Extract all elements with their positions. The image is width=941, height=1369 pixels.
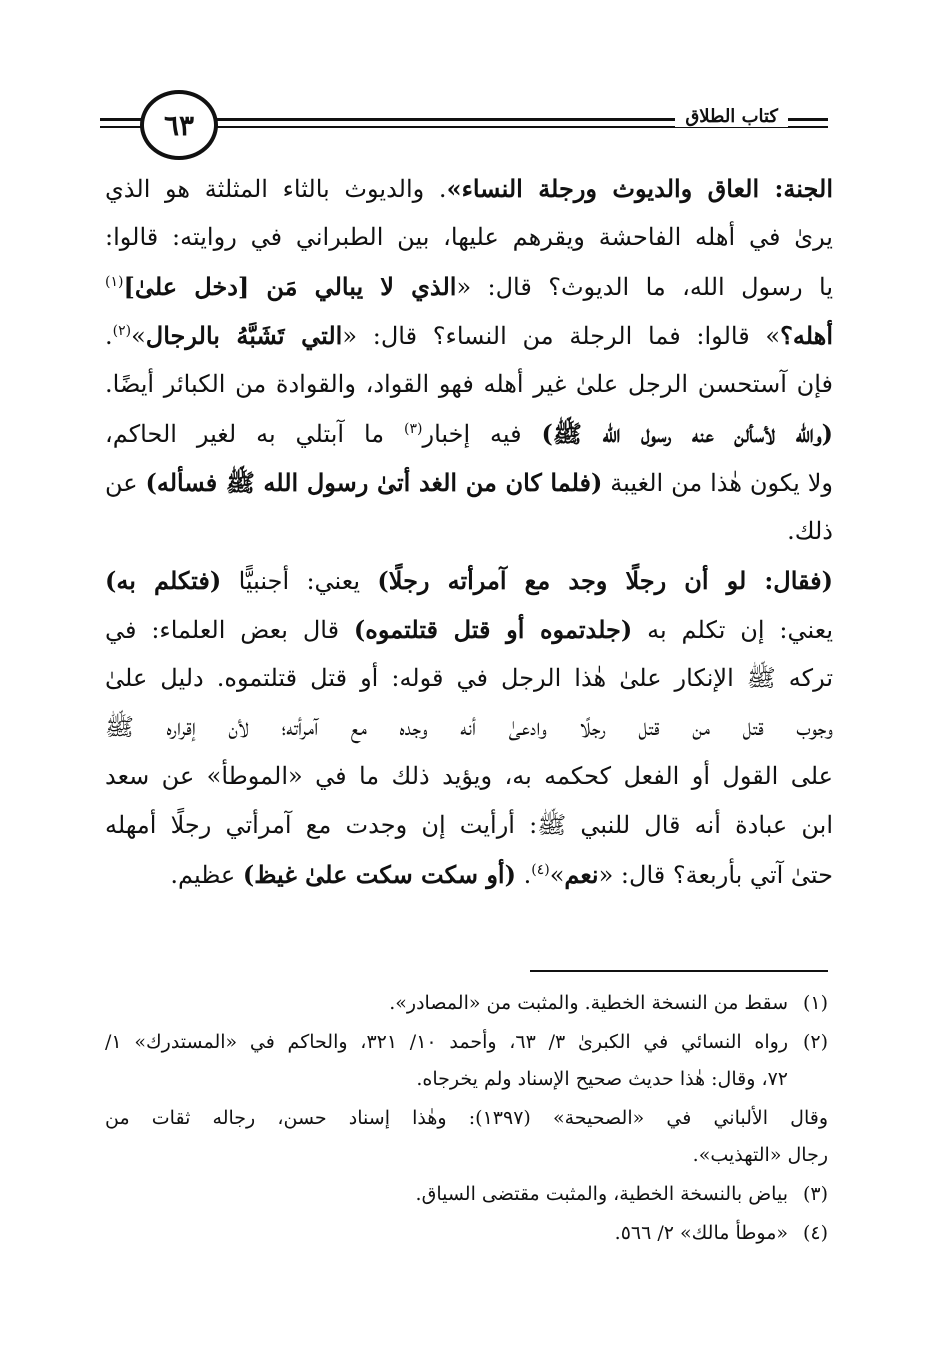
text-segment: » <box>131 322 146 350</box>
footnote-text <box>105 1215 788 1252</box>
text-segment: » <box>549 861 565 889</box>
text-line <box>105 654 833 703</box>
main-text <box>105 164 833 899</box>
text-line <box>105 262 833 311</box>
text-segment: » قالوا: فما الرجلة من النساء؟ قال: « <box>342 322 781 350</box>
text-line <box>105 311 833 360</box>
text-line <box>105 164 833 213</box>
text-segment: نعم <box>564 860 599 889</box>
text-segment: حتىٰ آتي بأربعة؟ قال: « <box>598 861 833 889</box>
footnote <box>105 1176 828 1213</box>
text-line <box>105 556 833 605</box>
text-line <box>105 752 833 801</box>
footnote-separator <box>530 970 828 972</box>
footnote <box>105 1100 828 1174</box>
footnote <box>105 985 828 1022</box>
text-segment: (فتكلم به) <box>105 566 222 595</box>
footnote-text <box>105 1100 828 1174</box>
text-segment: . <box>515 861 532 889</box>
footnote-line: ٧٢، وقال: هٰذا حديث صحيح الإسناد ولم يخرجاه. <box>416 1068 788 1090</box>
text-segment: (جلدتموه أو قتل قتلتموه) <box>353 615 633 644</box>
text-segment: الجنة: العاق والديوث ورجلة النساء» <box>446 174 833 203</box>
footnote-number: (١) <box>802 992 828 1014</box>
text-segment: قال بعض العلماء: في <box>105 616 354 644</box>
footnotes <box>105 985 828 1254</box>
text-segment: . <box>105 322 113 350</box>
text-segment: فإن آستحسن الرجل علىٰ غير أهله فهو القواد، والقوادة من الكبائر أيضًا. <box>105 370 833 398</box>
footnote-text <box>105 1176 788 1213</box>
text-line <box>105 703 833 752</box>
text-segment: (والله لأسألن عنه رسول الله ﷺ) <box>541 419 833 448</box>
header-rule-tail <box>792 118 828 128</box>
footnote-line: رجال «التهذيب». <box>692 1144 828 1166</box>
text-segment: ولا يكون هٰذا من الغيبة <box>602 469 834 497</box>
text-segment: يعني: إن تكلم به <box>632 616 834 644</box>
footnote-marker: (٢) <box>112 323 132 339</box>
text-line <box>105 850 833 899</box>
text-line <box>105 458 833 507</box>
text-segment: أهله؟ <box>780 321 833 350</box>
text-segment: ابن عبادة أنه قال للنبي ﷺ: أرأيت إن وجدت مع آمرأتي رجلًا أمهله <box>105 811 833 839</box>
text-segment: عن <box>105 469 146 497</box>
text-segment: يا رسول الله، ما الديوث؟ قال: « <box>456 273 833 301</box>
footnote-marker: (٤) <box>531 862 550 878</box>
page-number: ٦٣ <box>163 108 195 142</box>
footnote-text <box>105 985 788 1022</box>
footnote-text <box>105 1024 788 1098</box>
footnote-line: «موطأ مالك» ٢/ ٥٦٦. <box>614 1222 788 1244</box>
text-segment: وجوب قتل من قتل رجلًا وادعىٰ أنه وجده مع آمرأته؛ لأن إقراره ﷺ <box>105 713 833 741</box>
text-segment: (أو سكت سكت علىٰ غيظ) <box>242 860 516 889</box>
text-segment: (فلما كان من الغد أتىٰ رسول الله ﷺ فسأله) <box>145 468 603 497</box>
footnote-line: بياض بالنسخة الخطية، والمثبت مقتضى السياق. <box>415 1183 788 1205</box>
text-line <box>105 605 833 654</box>
text-segment: تركه ﷺ الإنكار علىٰ هٰذا الرجل في قوله: أو قتل قتلتموه. دليل علىٰ <box>105 664 833 692</box>
page-number-badge <box>140 90 218 160</box>
text-line <box>105 409 833 458</box>
footnote-number: (٣) <box>802 1183 828 1205</box>
text-line <box>105 213 833 262</box>
text-segment: . والديوث بالثاء المثلثة هو الذي <box>105 175 447 203</box>
text-segment: (فقال: لو أن رجلًا وجد مع آمرأته رجلًا) <box>377 566 833 595</box>
text-segment: يرىٰ في أهله الفاحشة ويقرهم عليها، بين الطبراني في روايته: قالوا: <box>105 223 833 251</box>
footnote-marker: (١) <box>105 274 124 290</box>
footnote-number: (٤) <box>802 1222 828 1244</box>
footnote <box>105 1024 828 1098</box>
text-line <box>105 801 833 850</box>
text-segment: فيه إخبار <box>422 420 542 448</box>
chapter-title: كتاب الطلاق <box>675 106 788 127</box>
text-line <box>105 507 833 556</box>
footnote-line: رواه النسائي في الكبرىٰ ٣/ ٦٣، وأحمد ١٠/ ٣٢١، والحاكم في «المستدرك» ١/ <box>105 1031 789 1053</box>
text-segment: ما آبتلي به لغير الحاكم، <box>105 420 405 448</box>
text-segment: يعني: أجنبيًّا <box>221 567 378 595</box>
footnote-marker: (٣) <box>404 421 423 437</box>
text-segment: ذلك. <box>787 517 833 545</box>
text-segment: على القول أو الفعل كحكمه به، ويؤيد ذلك ما في «الموطأ» عن سعد <box>105 762 833 790</box>
text-segment: الذي لا يبالي مَن [دخل علىٰ] <box>123 272 457 301</box>
footnote-line: وقال الألباني في «الصحيحة» (١٣٩٧): وهٰذا إسناد حسن، رجاله ثقات من <box>105 1107 829 1129</box>
footnote-number: (٢) <box>802 1031 828 1053</box>
text-line <box>105 360 833 409</box>
page-header <box>100 88 828 158</box>
text-segment: عظيم. <box>170 861 243 889</box>
footnote <box>105 1215 828 1252</box>
text-segment: التي تَشَبَّهُ بالرجال <box>145 321 343 350</box>
footnote-line: سقط من النسخة الخطية. والمثبت من «المصادر». <box>389 992 788 1014</box>
